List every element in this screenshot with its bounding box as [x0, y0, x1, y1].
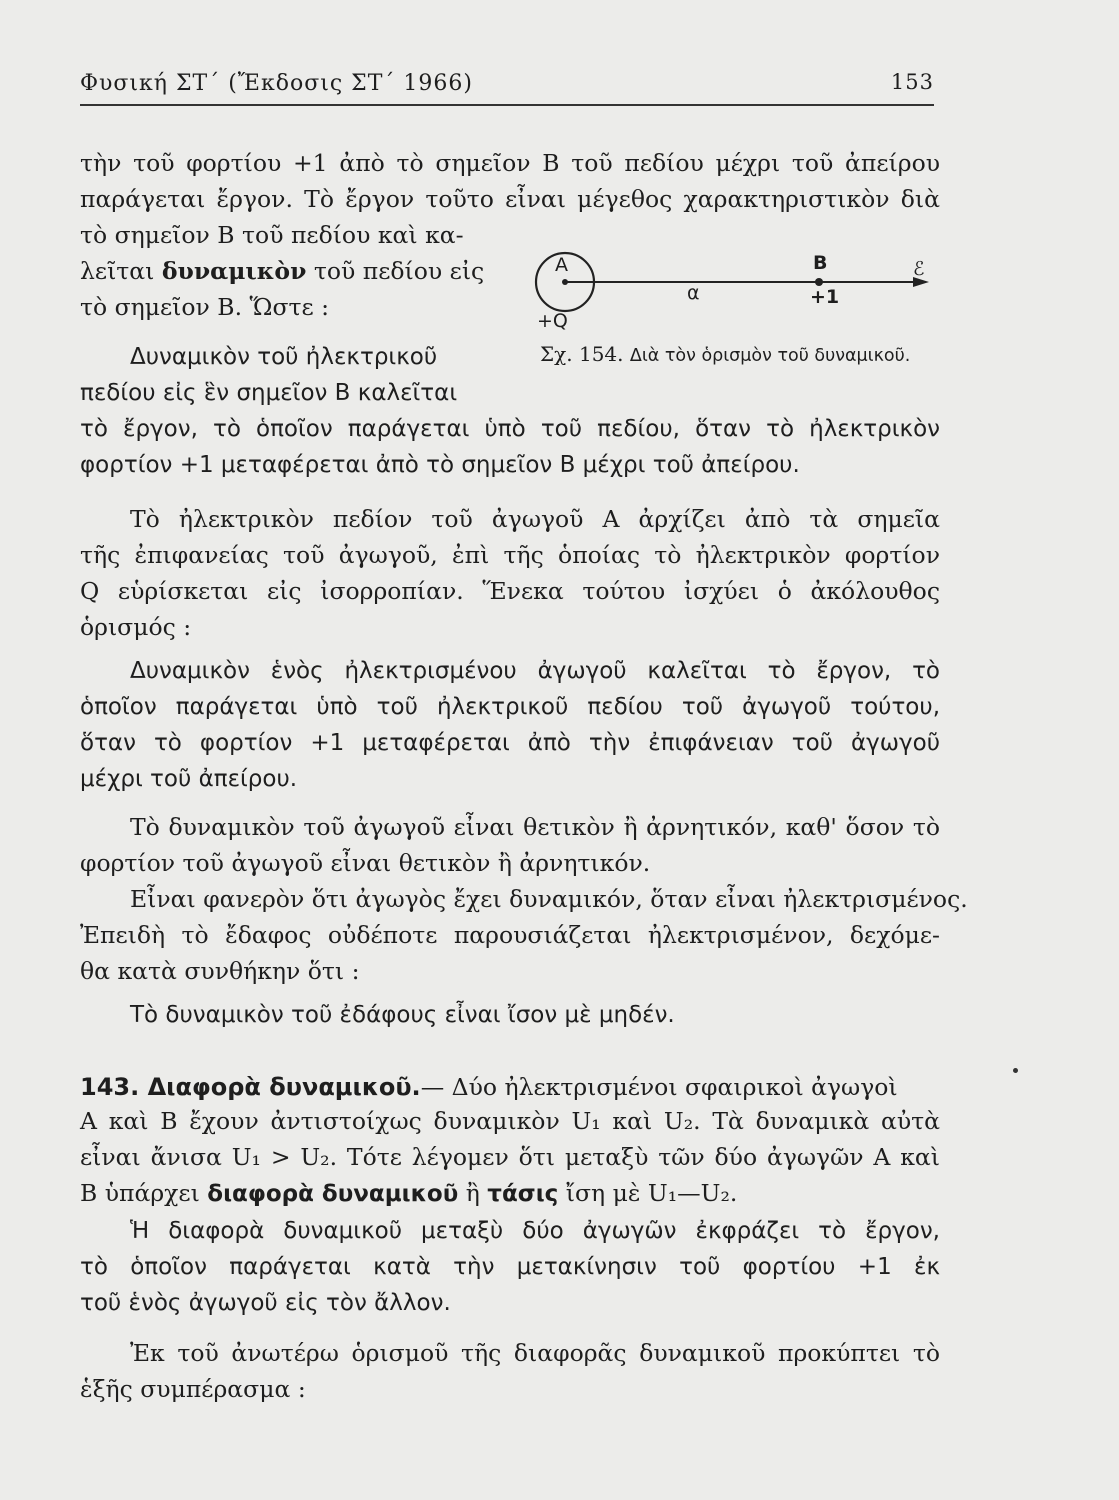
text-line: παράγεται ἔργον. Τὸ ἔργον τοῦτο εἶναι μέγεθος χαρακτηριστικὸν διὰ	[80, 185, 940, 213]
text-line: θα κατὰ συνθήκην ὅτι :	[80, 957, 360, 985]
definition-line: τὸ ὁποῖον παράγεται κατὰ τὴν μετακίνησιν τοῦ φορτίου +1 ἐκ	[80, 1254, 940, 1280]
text-line: Ἐπειδὴ τὸ ἔδαφος οὐδέποτε παρουσιάζεται ἠλεκτρισμένον, δεχόμε-	[80, 921, 940, 949]
label-a-conductor: A	[555, 254, 568, 276]
section-143-line: 143. Διαφορὰ δυναμικοῦ.— Δύο ἠλεκτρισμένοι σφαιρικοὶ ἀγωγοὶ	[80, 1073, 898, 1101]
text-line: τῆς ἐπιφανείας τοῦ ἀγωγοῦ, ἐπὶ τῆς ὁποίας τὸ ἠλεκτρικὸν φορτίον	[80, 541, 940, 569]
text-line: φορτίον τοῦ ἀγωγοῦ εἶναι θετικὸν ἢ ἀρνητικόν.	[80, 849, 651, 877]
term-potential-difference: διαφορὰ δυναμικοῦ	[207, 1181, 459, 1207]
definition-line: ὁποῖον παράγεται ὑπὸ τοῦ ἠλεκτρικοῦ πεδίου τοῦ ἀγωγοῦ τούτου,	[80, 694, 940, 720]
definition-line: ὅταν τὸ φορτίον +1 μεταφέρεται ἀπὸ τὴν ἐπιφάνειαν τοῦ ἀγωγοῦ	[80, 730, 940, 756]
text-line: Β ὑπάρχει διαφορὰ δυναμικοῦ ἢ τάσις ἴση μὲ U₁—U₂.	[80, 1179, 738, 1207]
definition-line: Δυναμικὸν ἑνὸς ἠλεκτρισμένου ἀγωγοῦ καλεῖται τὸ ἔργον, τὸ	[130, 658, 940, 684]
term-tasis: τάσις	[487, 1181, 559, 1207]
text-line: Α καὶ Β ἔχουν ἀντιστοίχως δυναμικὸν U₁ καὶ U₂. Τὰ δυναμικὰ αὐτὰ	[80, 1107, 940, 1135]
text-line: λεῖται δυναμικὸν τοῦ πεδίου εἰς	[80, 257, 485, 285]
field-diagram	[525, 250, 935, 345]
definition-line: Τὸ δυναμικὸν τοῦ ἐδάφους εἶναι ἴσον μὲ μηδέν.	[130, 1002, 675, 1028]
page-header	[80, 70, 934, 106]
text-line: τὸ σημεῖον Β τοῦ πεδίου καὶ κα-	[80, 221, 464, 249]
label-plus-one: +1	[810, 286, 840, 308]
definition-line: τοῦ ἑνὸς ἀγωγοῦ εἰς τὸν ἄλλον.	[80, 1290, 451, 1316]
text-line: τὴν τοῦ φορτίου +1 ἀπὸ τὸ σημεῖον Β τοῦ πεδίου μέχρι τοῦ ἀπείρου	[80, 149, 940, 177]
label-charge-q: +Q	[537, 310, 568, 332]
text-line: τὸ σημεῖον Β. Ὥστε :	[80, 293, 330, 321]
definition-line: Δυναμικὸν τοῦ ἠλεκτρικοῦ	[130, 344, 438, 370]
text-line: Τὸ δυναμικὸν τοῦ ἀγωγοῦ εἶναι θετικὸν ἢ ἀρνητικόν, καθ' ὅσον τὸ	[130, 813, 940, 841]
text-line: ὁρισμός :	[80, 613, 192, 641]
ink-speck	[1013, 1068, 1018, 1073]
page-number: 153	[890, 70, 934, 94]
text-line: Εἶναι φανερὸν ὅτι ἀγωγὸς ἔχει δυναμικόν, ὅταν εἶναι ἠλεκτρισμένος.	[130, 885, 968, 913]
text-line: Q εὑρίσκεται εἰς ἰσορροπίαν. Ἕνεκα τούτου ἰσχύει ὁ ἀκόλουθος	[80, 577, 940, 605]
running-title: Φυσική ΣΤ΄ (Ἔκδοσις ΣΤ΄ 1966)	[80, 71, 473, 96]
definition-line: φορτίον +1 μεταφέρεται ἀπὸ τὸ σημεῖον Β μέχρι τοῦ ἀπείρου.	[80, 452, 800, 478]
section-title: 143. Διαφορὰ δυναμικοῦ.	[80, 1073, 421, 1101]
term-dynamikon: δυναμικὸν	[161, 257, 307, 285]
text-line: εἶναι ἄνισα U₁ > U₂. Τότε λέγομεν ὅτι μεταξὺ τῶν δύο ἀγωγῶν Α καὶ	[80, 1143, 940, 1171]
figure-caption: Σχ. 154. Διὰ τὸν ὁρισμὸν τοῦ δυναμικοῦ.	[540, 342, 911, 366]
definition-line: Ἡ διαφορὰ δυναμικοῦ μεταξὺ δύο ἀγωγῶν ἐκφράζει τὸ ἔργον,	[130, 1218, 940, 1244]
definition-line: τὸ ἔργον, τὸ ὁποῖον παράγεται ὑπὸ τοῦ πεδίου, ὅταν τὸ ἠλεκτρικὸν	[80, 416, 940, 442]
label-distance-a: α	[687, 282, 700, 304]
text-line: Τὸ ἠλεκτρικὸν πεδίον τοῦ ἀγωγοῦ Α ἀρχίζει ἀπὸ τὰ σημεῖα	[130, 505, 940, 533]
label-field-e: ℰ	[913, 258, 925, 280]
definition-line: πεδίου εἰς ἓν σημεῖον Β καλεῖται	[80, 380, 458, 406]
text-line: Ἐκ τοῦ ἀνωτέρω ὁρισμοῦ τῆς διαφορᾶς δυναμικοῦ προκύπτει τὸ	[130, 1339, 940, 1367]
definition-line: μέχρι τοῦ ἀπείρου.	[80, 766, 298, 792]
text-line: ἑξῆς συμπέρασμα :	[80, 1375, 306, 1403]
label-point-b: B	[813, 252, 828, 274]
